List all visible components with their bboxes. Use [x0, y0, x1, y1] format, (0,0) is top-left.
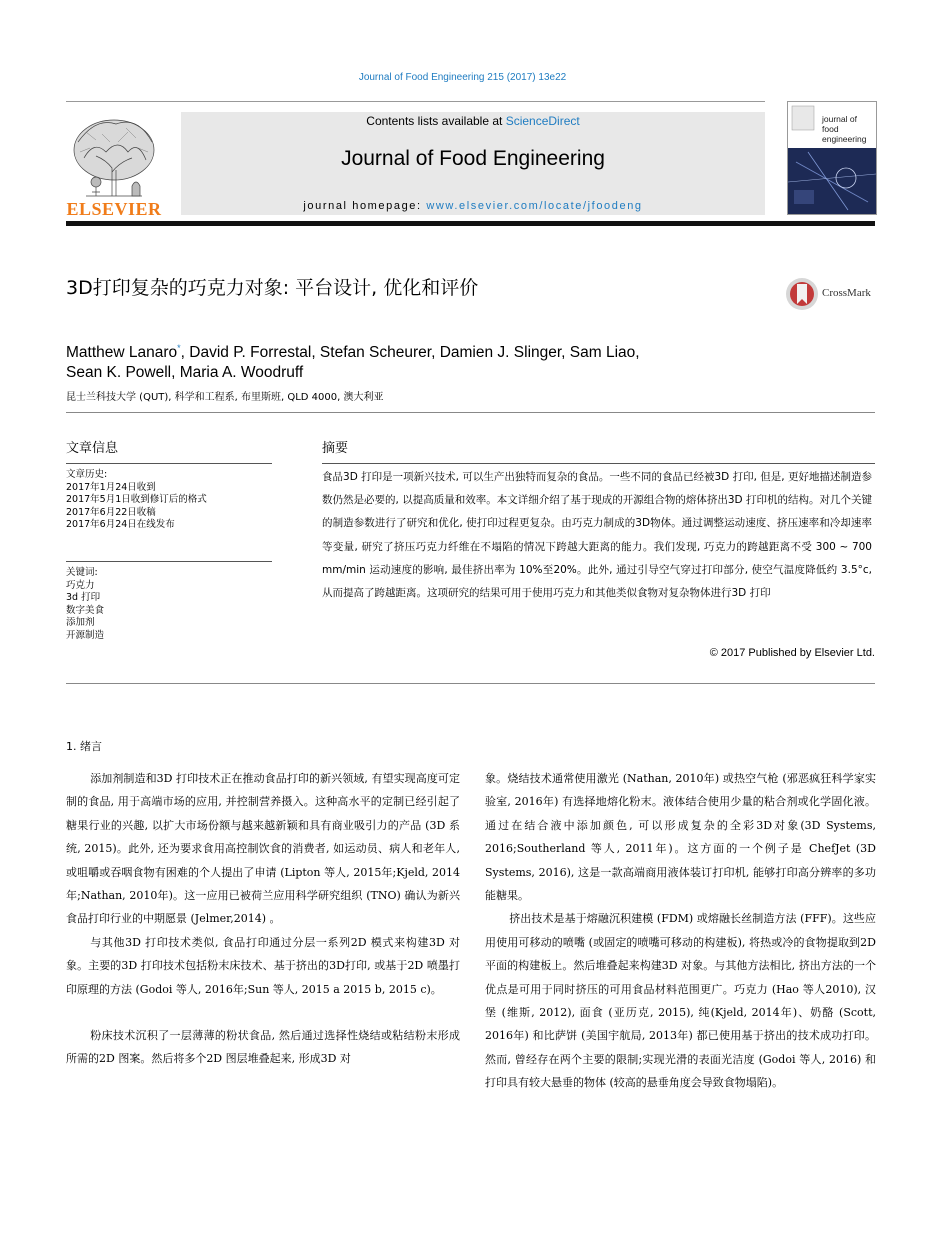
- divider-above-info: [66, 412, 875, 413]
- author-list: [66, 338, 766, 383]
- copyright-notice: © 2017 Published by Elsevier Ltd.: [709, 647, 875, 659]
- body-column-left: [66, 767, 460, 1071]
- keyword-item: 巧克力: [66, 579, 95, 591]
- affiliation: 昆士兰科技大学 (QUT), 科学和工程系, 布里斯班, QLD 4000, 澳大利亚: [66, 392, 384, 403]
- section-heading-introduction: 1. 绪言: [66, 740, 102, 753]
- homepage-prefix: journal homepage:: [303, 200, 427, 212]
- header-thick-divider: [66, 221, 875, 226]
- elsevier-wordmark: ELSEVIER: [66, 199, 162, 219]
- cover-title-line1: journal of: [822, 114, 857, 124]
- history-label: 文章历史:: [66, 469, 108, 480]
- keyword-item: 添加剂: [66, 617, 95, 628]
- keyword-item: 开源制造: [66, 629, 105, 641]
- journal-homepage: [181, 200, 765, 212]
- body-paragraph: 象。烧结技术通常使用激光 (Nathan, 2010年) 或热空气枪 (邪恶疯狂科学家实验室, 2016年) 有选择地熔化粉末。液体结合使用少量的粘合剂或化学固化液。通过在结合液中添加颜色, 可以形成复杂的全彩3D对象(3D Systems, 2016;Southerland 等人, 2011年)。这方面的一个例子是 ChefJet (3D Systems, 2016), 这是一款高端商用液体装订打印机, 能够打印高分辨率的多功能糖果。: [485, 772, 876, 903]
- body-paragraph: 与其他3D 打印技术类似, 食品打印通过分层一系列2D 模式来构建3D 对象。主要的3D 打印技术包括粉末床技术、基于挤出的3D打印, 或基于2D 喷墨打印原理的方法 (Godoi 等人, 2016年;Sun 等人, 2015 a 2015 b, 2015 c)。: [66, 935, 460, 996]
- body-paragraph: 添加剂制造和3D 打印技术正在推动食品打印的新兴领域, 有望实现高度可定制的食品, 用于高端市场的应用, 并控制营养摄入。这种高水平的定制已经引起了糖果行业的兴趣, 以扩大市场份额与越来越新颖和具有商业吸引力的产品 (3D 系统, 2015)。此外, 还为要求食用高控制饮食的消费者, 如运动员、病人和老年人, 或咀嚼或吞咽食物有困难的个人提出了申请 (Lipton 等人, 2015年;Kjeld, 2014年;Nathan, 2010年)。这一应用已被荷兰应用科学研究组织 (TNO) 确认为新兴食品打印行业的中期愿景 (Jelmer,2014) 。: [66, 772, 460, 926]
- homepage-link[interactable]: www.elsevier.com/locate/jfoodeng: [426, 200, 643, 212]
- history-received: 2017年1月24日收到: [66, 481, 156, 493]
- cover-title-line2: food engineering: [822, 124, 867, 144]
- divider-below-abstract: [66, 683, 875, 684]
- abstract-text: 食品3D 打印是一项新兴技术, 可以生产出独特而复杂的食品。一些不同的食品已经被3D 打印, 但是, 更好地描述制造参数仍然是必要的, 以提高质量和效率。本文详细介绍了基于现成的开源组合物的熔体挤出3D 打印机的结构。对几个关键的制造参数进行了研究和优化, 使打印过程更复杂。由巧克力制成的3D物体。通过调整运动速度、挤压速率和冷却速率等变量, 研究了挤压巧克力纤维在不塌陷的情况下跨越大距离的能力。我们发现, 巧克力的跨越距离不受 300 ~ 700 mm/min 运动速度的影响, 最佳挤出率为 10%至20%。此外, 通过引导空气穿过打印部分, 使空气温度降低约 3.5°c, 从而提高了跨越距离。这项研究的结果可用于使用巧克力和其他类似食物对复杂物体进行3D 打印: [322, 471, 872, 600]
- body-paragraph: 粉床技术沉积了一层薄薄的粉状食品, 然后通过选择性烧结或粘结粉末形成所需的2D 图案。然后将多个2D 图层堆叠起来, 形成3D 对: [66, 1029, 460, 1066]
- crossmark-label[interactable]: CrossMark: [822, 287, 871, 299]
- keywords: [66, 567, 276, 642]
- keywords-divider: [66, 561, 272, 562]
- journal-title: Journal of Food Engineering: [341, 147, 605, 170]
- paper-title: 3D打印复杂的巧克力对象: 平台设计, 优化和评价: [66, 277, 479, 299]
- top-divider: [66, 101, 765, 102]
- article-info-heading: 文章信息: [66, 441, 119, 456]
- authors-line-1: [66, 338, 766, 363]
- history-revised: 2017年5月1日收到修订后的格式: [66, 494, 207, 505]
- body-column-right: [485, 767, 876, 1095]
- keyword-item: 数字美食: [66, 604, 105, 616]
- authors-line-2: Sean K. Powell, Maria A. Woodruff: [66, 364, 304, 382]
- info-divider: [66, 463, 272, 464]
- contents-prefix: Contents lists available at: [366, 114, 506, 128]
- contents-available: [181, 114, 765, 128]
- cover-title: [822, 114, 876, 144]
- keywords-label: 关键词:: [66, 567, 98, 578]
- keyword-item: 3d 打印: [66, 592, 101, 603]
- history-online: 2017年6月24日在线发布: [66, 519, 175, 530]
- body-paragraph: 挤出技术是基于熔融沉积建模 (FDM) 或熔融长丝制造方法 (FFF)。这些应用使用可移动的喷嘴 (或固定的喷嘴可移动的构建板), 将热或冷的食物提取到2D 平面的构建板上。然后堆叠起来构建3D 对象。与其他方法相比, 挤出方法的一个优点是可用于同时挤压的可用食品材料范围更广。巧克力 (Hao 等人2010), 汉堡 (维斯, 2012), 面食 (亚历克, 2015), 纯(Kjeld, 2014年)、奶酪 (Scott, 2016年) 和比萨饼 (美国宇航局, 2013年) 都已使用基于挤出的技术成功打印。然而, 曾经存在两个主要的限制;实现光滑的表面光洁度 (Godoi 等人, 2016) 和打印具有较大悬垂的物体 (较高的悬垂角度会导致食物塌陷)。: [485, 912, 876, 1090]
- author-lead[interactable]: Matthew Lanaro: [66, 344, 178, 362]
- journal-cover-thumbnail[interactable]: [787, 101, 877, 215]
- abstract-heading: 摘要: [322, 441, 349, 456]
- authors-rest: , David P. Forrestal, Stefan Scheurer, Damien J. Slinger, Sam Liao,: [180, 344, 640, 362]
- corresponding-author-mark[interactable]: *: [177, 343, 181, 353]
- abstract-divider: [322, 463, 875, 464]
- journal-reference[interactable]: Journal of Food Engineering 215 (2017) 13e22: [358, 72, 567, 83]
- history-accepted: 2017年6月22日收稿: [66, 506, 156, 518]
- sciencedirect-link[interactable]: ScienceDirect: [505, 114, 580, 128]
- article-history: [66, 469, 276, 532]
